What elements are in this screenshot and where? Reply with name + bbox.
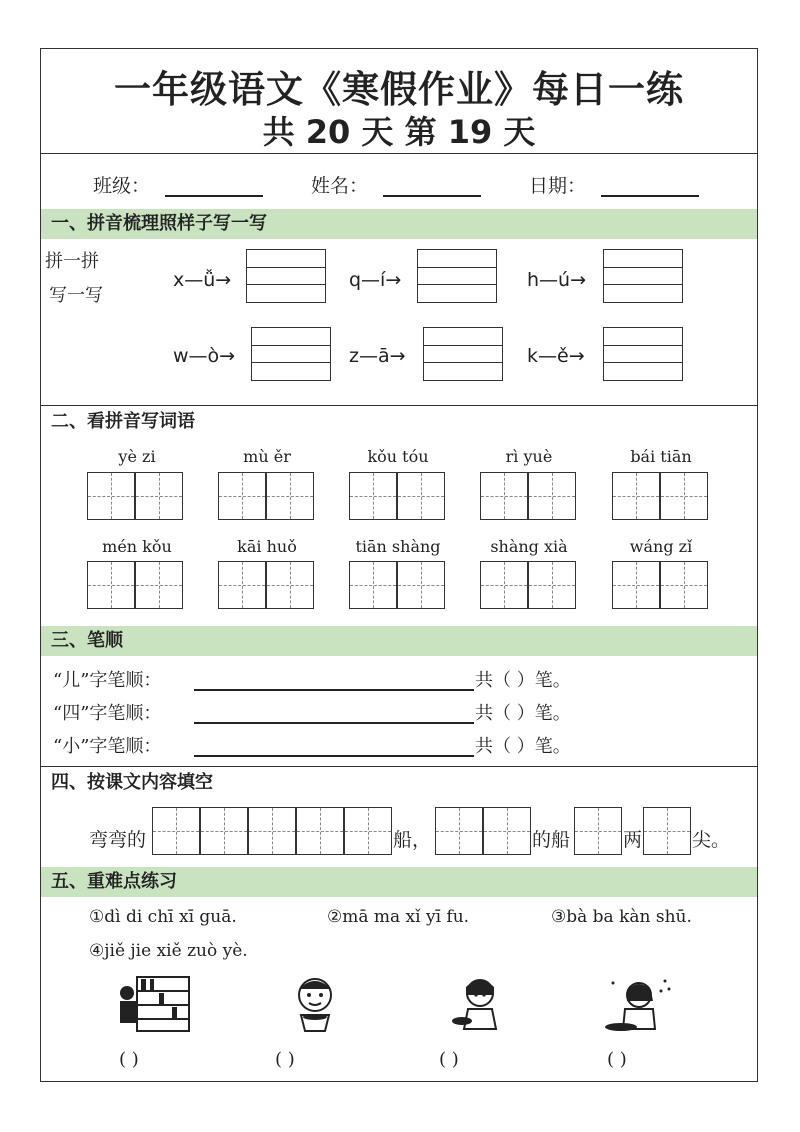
word-pinyin: mén kǒu <box>102 537 172 556</box>
sister-homework-picture-icon <box>599 973 675 1035</box>
class-label: 班级： <box>93 175 151 197</box>
tian-grid[interactable] <box>87 472 135 520</box>
worksheet-frame <box>40 48 758 1082</box>
tian-grid[interactable] <box>397 472 445 520</box>
bookshelf-picture-icon <box>117 973 193 1035</box>
stroke-label: “小”字笔顺： <box>53 736 162 757</box>
tian-grid[interactable] <box>135 472 183 520</box>
pinyin-expr: h—ú→ <box>527 269 587 291</box>
tian-grid[interactable] <box>152 807 200 855</box>
stroke-count: 共（ ）笔。 <box>475 670 571 691</box>
stroke-label: “儿”字笔顺： <box>53 670 162 691</box>
tian-grid[interactable] <box>483 807 531 855</box>
pinyin-expr: z—ā→ <box>349 345 406 367</box>
tian-grid[interactable] <box>266 561 314 609</box>
page-title: 一年级语文《寒假作业》每日一练 <box>114 68 684 111</box>
tian-grid[interactable] <box>218 472 266 520</box>
boy-eating-picture-icon <box>287 973 343 1035</box>
writing-lines[interactable] <box>603 327 683 381</box>
mom-washing-picture-icon <box>446 973 508 1035</box>
word-pinyin: kāi huǒ <box>237 537 297 556</box>
tian-grid[interactable] <box>200 807 248 855</box>
tian-grid[interactable] <box>135 561 183 609</box>
word-pinyin: shàng xià <box>490 537 568 556</box>
section2-heading: 二、看拼音写词语 <box>51 411 195 432</box>
date-label: 日期： <box>529 175 587 197</box>
fill-text: 的船 <box>532 829 571 851</box>
fill-text: 船， <box>393 829 432 851</box>
tian-grid[interactable] <box>643 807 691 855</box>
name-field[interactable] <box>383 195 481 197</box>
stroke-answer-line[interactable] <box>194 755 474 757</box>
writing-lines[interactable] <box>246 249 326 303</box>
word-pinyin: bái tiān <box>630 447 692 466</box>
section5-heading: 五、重难点练习 <box>41 867 757 897</box>
writing-lines[interactable] <box>603 249 683 303</box>
divider <box>41 766 757 767</box>
page-subtitle: 共 20 天 第 19 天 <box>262 113 536 151</box>
pinyin-expr: x—ǚ→ <box>173 269 232 291</box>
writing-lines[interactable] <box>423 327 503 381</box>
tian-grid[interactable] <box>266 472 314 520</box>
tian-grid[interactable] <box>480 472 528 520</box>
word-pinyin: mù ěr <box>243 447 291 466</box>
tian-grid[interactable] <box>435 807 483 855</box>
exercise-sentence: ④jiě jie xiě zuò yè. <box>89 941 248 961</box>
answer-blank[interactable]: ( ) <box>275 1049 295 1070</box>
side-label-2: 写一写 <box>49 285 103 306</box>
stroke-count: 共（ ）笔。 <box>475 736 571 757</box>
word-pinyin: rì yuè <box>505 447 553 466</box>
tian-grid[interactable] <box>480 561 528 609</box>
divider <box>41 405 757 406</box>
fill-text: 弯弯的 <box>89 829 147 851</box>
tian-grid[interactable] <box>248 807 296 855</box>
pinyin-expr: k—ě→ <box>527 345 585 367</box>
word-pinyin: yè zi <box>118 447 156 466</box>
tian-grid[interactable] <box>660 472 708 520</box>
stroke-answer-line[interactable] <box>194 722 474 724</box>
tian-grid[interactable] <box>612 472 660 520</box>
tian-grid[interactable] <box>574 807 622 855</box>
divider <box>41 153 757 154</box>
tian-grid[interactable] <box>344 807 392 855</box>
name-label: 姓名： <box>311 175 369 197</box>
exercise-sentence: ③bà ba kàn shū. <box>551 907 692 927</box>
word-pinyin: kǒu tóu <box>367 447 429 466</box>
tian-grid[interactable] <box>218 561 266 609</box>
tian-grid[interactable] <box>660 561 708 609</box>
section4-heading: 四、按课文内容填空 <box>51 772 213 793</box>
answer-blank[interactable]: ( ) <box>119 1049 139 1070</box>
tian-grid[interactable] <box>528 561 576 609</box>
class-field[interactable] <box>165 195 263 197</box>
section3-heading: 三、笔顺 <box>41 626 757 656</box>
stroke-label: “四”字笔顺： <box>53 703 162 724</box>
date-field[interactable] <box>601 195 699 197</box>
word-pinyin: tiān shàng <box>355 537 441 556</box>
stroke-answer-line[interactable] <box>194 689 474 691</box>
answer-blank[interactable]: ( ) <box>439 1049 459 1070</box>
tian-grid[interactable] <box>612 561 660 609</box>
pinyin-expr: q—í→ <box>349 269 402 291</box>
writing-lines[interactable] <box>417 249 497 303</box>
exercise-sentence: ①dì di chī xī guā. <box>89 907 237 927</box>
tian-grid[interactable] <box>87 561 135 609</box>
answer-blank[interactable]: ( ) <box>607 1049 627 1070</box>
tian-grid[interactable] <box>528 472 576 520</box>
stroke-count: 共（ ）笔。 <box>475 703 571 724</box>
tian-grid[interactable] <box>349 561 397 609</box>
fill-text: 尖。 <box>692 829 731 851</box>
writing-lines[interactable] <box>251 327 331 381</box>
section1-heading: 一、拼音梳理照样子写一写 <box>41 209 757 239</box>
fill-text: 两 <box>623 829 643 851</box>
tian-grid[interactable] <box>397 561 445 609</box>
tian-grid[interactable] <box>349 472 397 520</box>
word-pinyin: wáng zǐ <box>629 537 693 556</box>
side-label-1: 拼一拼 <box>45 251 99 272</box>
pinyin-expr: w—ò→ <box>173 345 236 367</box>
exercise-sentence: ②mā ma xǐ yī fu. <box>327 907 470 927</box>
tian-grid[interactable] <box>296 807 344 855</box>
